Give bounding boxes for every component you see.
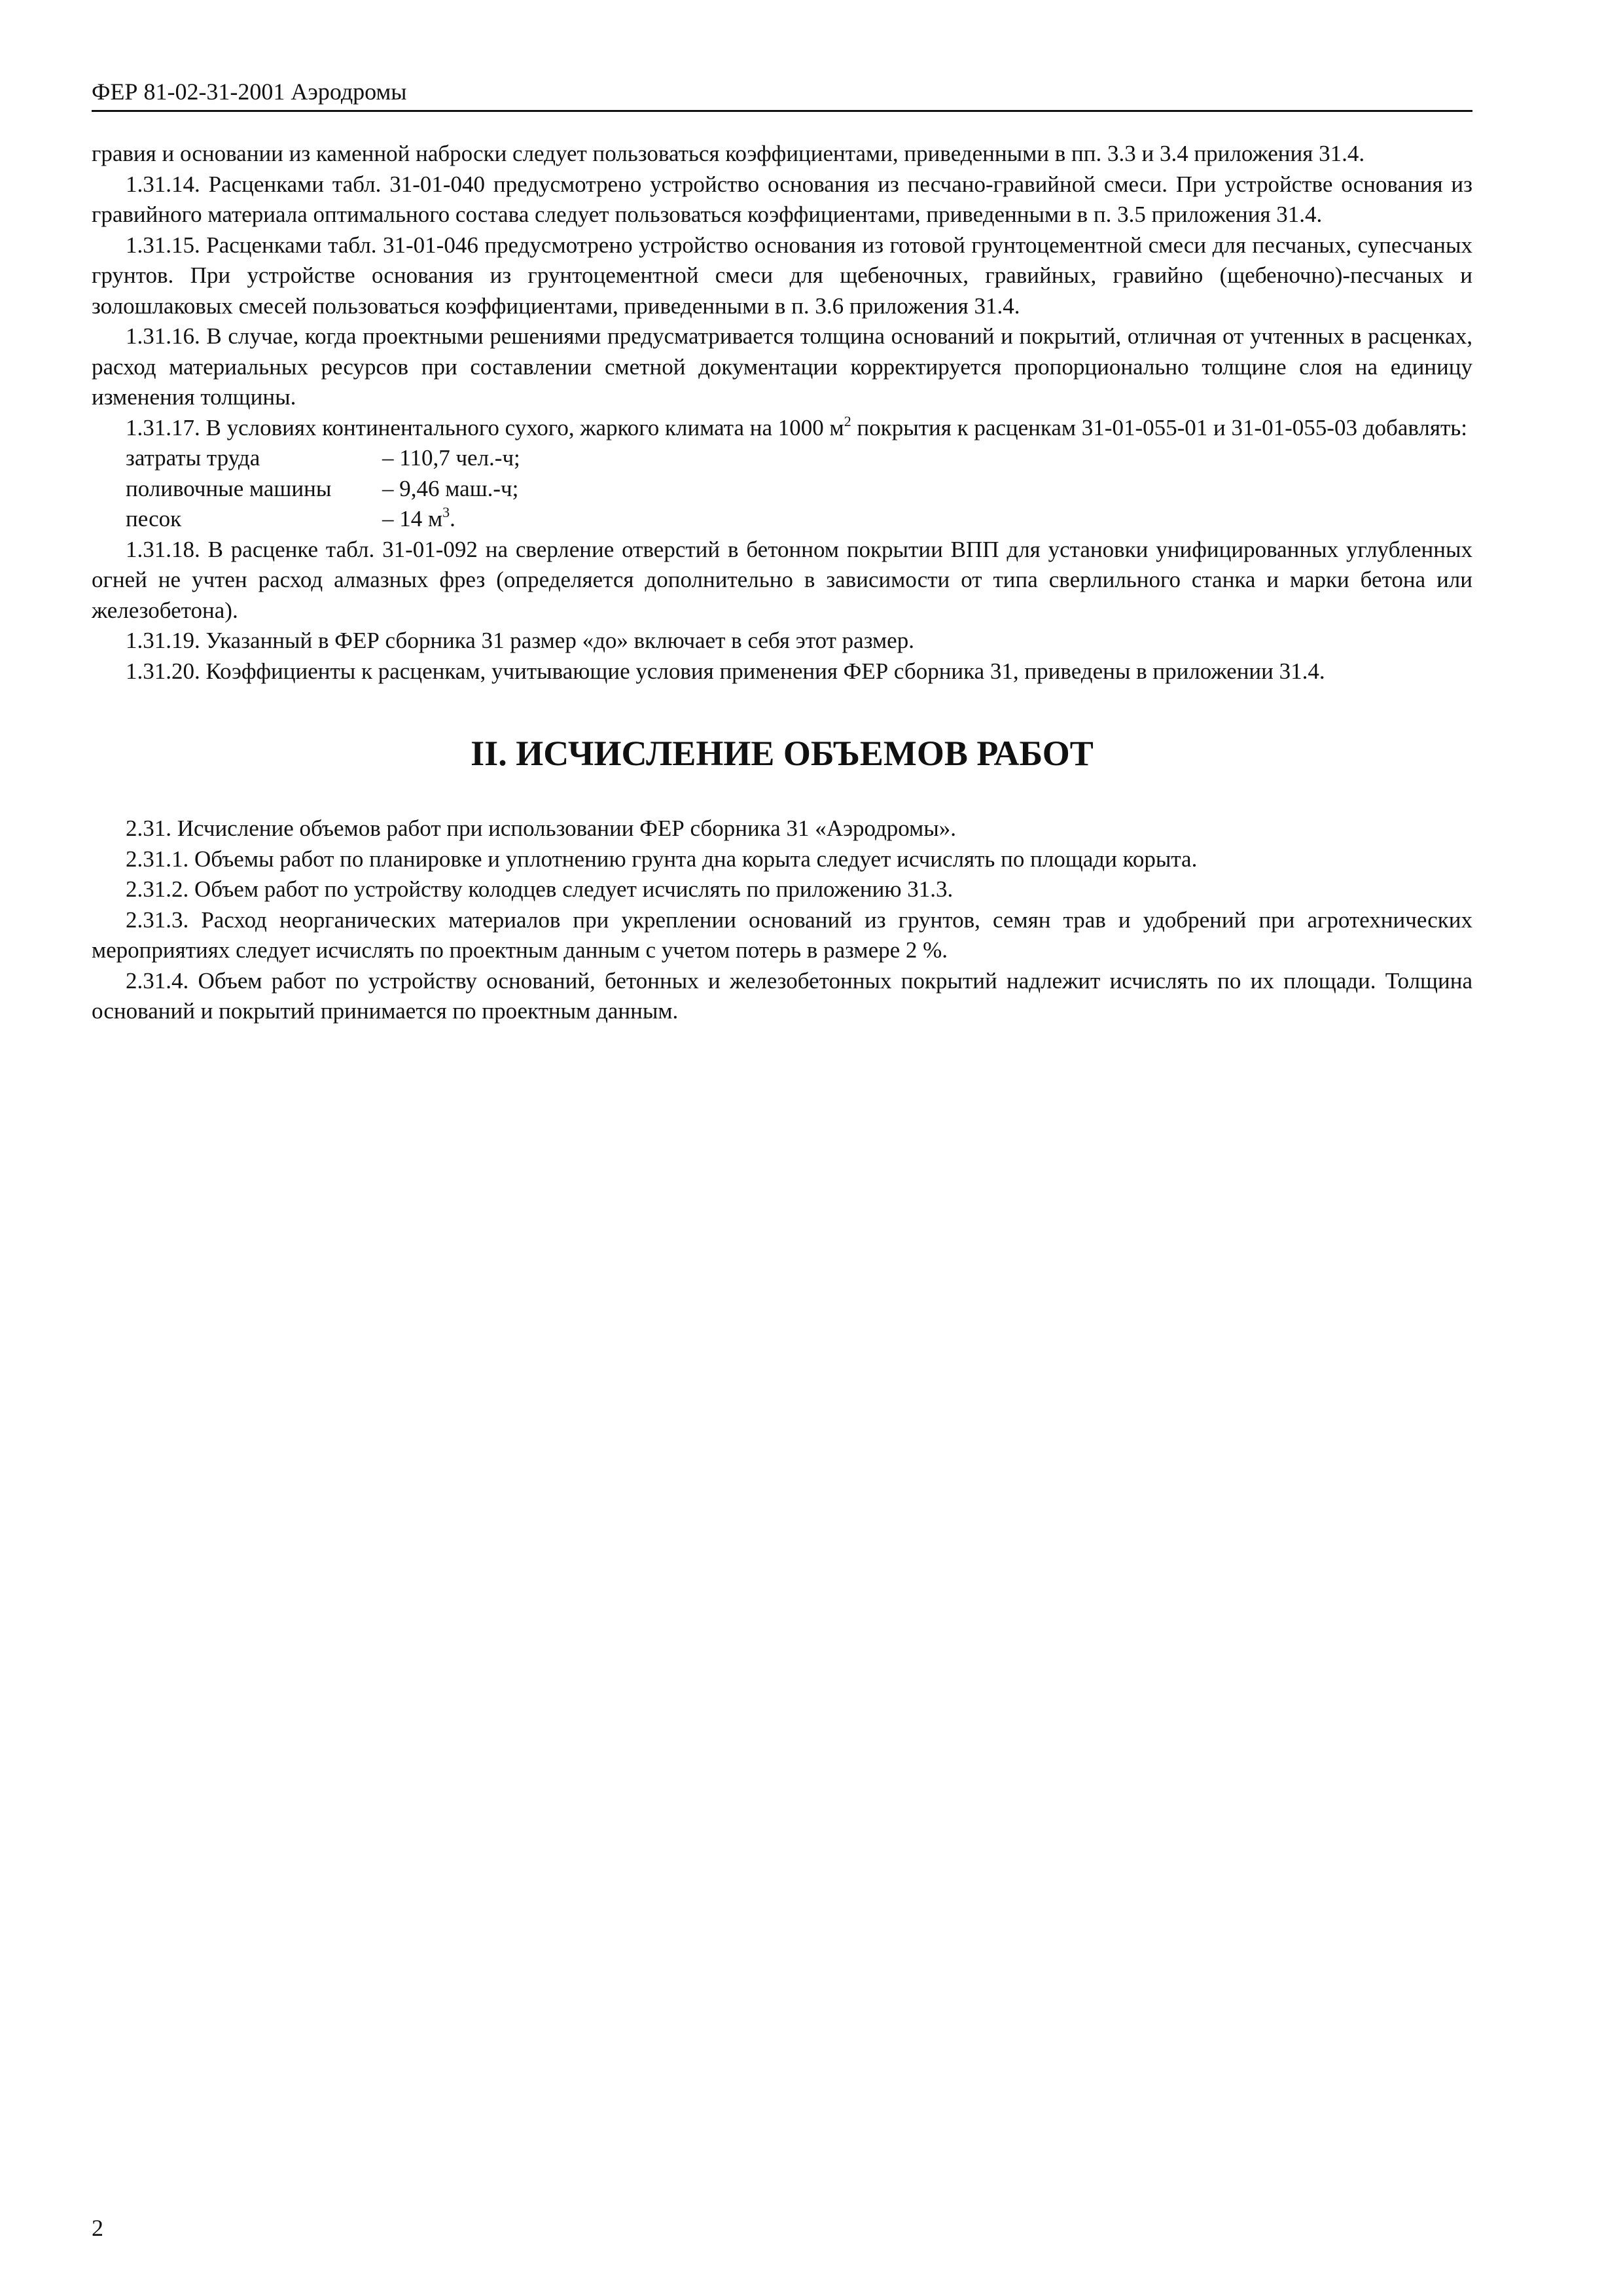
paragraph-1-31-17 (92, 413, 1472, 444)
list-item-value: – 9,46 маш.-ч; (382, 475, 519, 501)
list-item (126, 504, 1472, 535)
paragraph-1-31-14: 1.31.14. Расценками табл. 31-01-040 предусмотрено устройство основания из песчано-гравийной смеси. При устройстве основания из гравийного материала оптимального состава следует пользоваться коэффициентами, приведенными в п. 3.5 приложения 31.4. (92, 171, 1472, 227)
list-item (126, 443, 1472, 474)
superscript-3: 3 (442, 504, 450, 520)
paragraph-2-31-3: 2.31.3. Расход неорганических материалов при укреплении оснований из грунтов, семян трав и удобрений при агротехнических мероприятиях следует исчислять по проектным данным с учетом потерь в размере 2 %. (92, 906, 1472, 963)
section-heading: II. ИСЧИСЛЕНИЕ ОБЪЕМОВ РАБОТ (471, 734, 1094, 773)
list-item-value (382, 504, 455, 535)
list-item-label: песок (126, 506, 182, 531)
paragraph-2-31-4: 2.31.4. Объем работ по устройству оснований, бетонных и железобетонных покрытий надлежит исчислять по их площади. Толщина оснований и покрытий принимается по проектным данным. (92, 967, 1472, 1024)
paragraph-1-31-17-text-b: покрытия к расценкам 31-01-055-01 и 31-01-055-03 добавлять: (851, 414, 1467, 440)
list-item-value: – 110,7 чел.-ч; (382, 445, 520, 471)
paragraph-continued: гравия и основании из каменной наброски следует пользоваться коэффициентами, приведенными в пп. 3.3 и 3.4 приложения 31.4. (92, 141, 1365, 166)
paragraph-1-31-20: 1.31.20. Коэффициенты к расценкам, учитывающие условия применения ФЕР сборника 31, приведены в приложении 31.4. (126, 658, 1325, 684)
paragraph-2-31-1: 2.31.1. Объемы работ по планировке и уплотнению грунта дна корыта следует исчислять по площади корыта. (126, 846, 1198, 872)
superscript-2: 2 (844, 412, 851, 429)
paragraph-2-31: 2.31. Исчисление объемов работ при использовании ФЕР сборника 31 «Аэродромы». (126, 816, 957, 841)
paragraph-1-31-15: 1.31.15. Расценками табл. 31-01-046 предусмотрено устройство основания из готовой грунтоцементной смеси для песчаных, супесчаных грунтов. При устройстве основания из грунтоцементной смеси для щебеночных, гравийных, гравийно (щебеночно)-песчаных и золошлаковых смесей пользоваться коэффициентами, приведенными в п. 3.6 приложения 31.4. (92, 232, 1472, 319)
paragraph-1-31-17-text-a: 1.31.17. В условиях континентального сухого, жаркого климата на 1000 м (126, 414, 844, 440)
running-header (92, 77, 1472, 112)
additions-list (92, 443, 1472, 535)
paragraph-1-31-18: 1.31.18. В расценке табл. 31-01-092 на сверление отверстий в бетонном покрытии ВПП для установки унифицированных углубленных огней не учтен расход алмазных фрез (определяется дополнительно в зависимости от типа сверлильного станка и марки бетона или железобетона). (92, 536, 1472, 623)
paragraph-1-31-16: 1.31.16. В случае, когда проектными решениями предусматривается толщина оснований и покрытий, отличная от учтенных в расценках, расход материальных ресурсов при составлении сметной документации корректируется пропорционально толщине слоя на единицу изменения толщины. (92, 323, 1472, 410)
list-item-value-tail: . (450, 506, 455, 531)
page-number: 2 (92, 2215, 103, 2241)
header-title: ФЕР 81-02-31-2001 Аэродромы (92, 79, 407, 105)
list-item-value-text: – 14 м (382, 506, 443, 531)
list-item (126, 474, 1472, 505)
list-item-label: поливочные машины (126, 475, 332, 501)
paragraph-2-31-2: 2.31.2. Объем работ по устройству колодцев следует исчислять по приложению 31.3. (126, 876, 954, 902)
paragraph-1-31-19: 1.31.19. Указанный в ФЕР сборника 31 размер «до» включает в себя этот размер. (126, 628, 914, 653)
list-item-label: затраты труда (126, 445, 260, 471)
document-body (92, 139, 1472, 1027)
